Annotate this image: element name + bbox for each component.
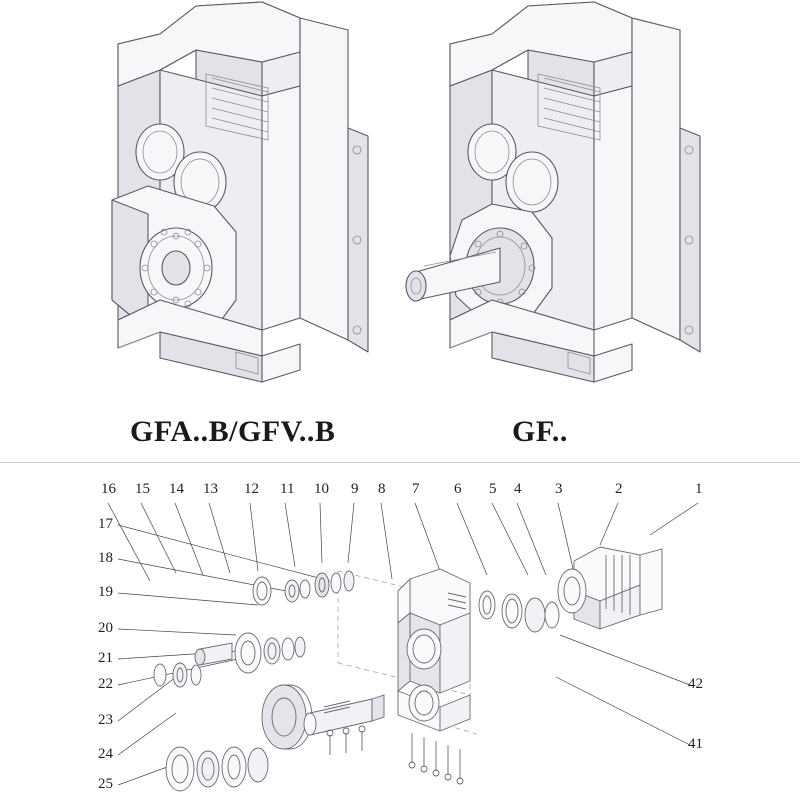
callout-20: 20 <box>98 620 113 636</box>
motor-adaptor-part <box>558 547 662 629</box>
callout-19: 19 <box>98 584 113 600</box>
figure-caption-right: GF.. <box>512 415 568 448</box>
callout-17: 17 <box>98 516 113 532</box>
callout-2: 2 <box>615 481 623 497</box>
gearbox-right <box>406 2 700 382</box>
callout-22: 22 <box>98 676 113 692</box>
gearbox-left <box>112 2 368 382</box>
callout-3: 3 <box>555 481 563 497</box>
callout-4: 4 <box>514 481 522 497</box>
callout-41: 41 <box>688 736 703 752</box>
callout-18: 18 <box>98 550 113 566</box>
callout-15: 15 <box>135 481 150 497</box>
callout-14: 14 <box>169 481 184 497</box>
callout-6: 6 <box>454 481 462 497</box>
callout-16: 16 <box>101 481 116 497</box>
exploded-parts-diagram <box>0 463 800 800</box>
callout-12: 12 <box>244 481 259 497</box>
callout-24: 24 <box>98 746 113 762</box>
callout-7: 7 <box>412 481 420 497</box>
callout-5: 5 <box>489 481 497 497</box>
exploded-view-area <box>0 463 800 800</box>
callout-42: 42 <box>688 676 703 692</box>
callout-1: 1 <box>695 481 703 497</box>
callout-25: 25 <box>98 776 113 792</box>
leader-lines-right <box>556 635 690 745</box>
callout-23: 23 <box>98 712 113 728</box>
callout-11: 11 <box>280 481 295 497</box>
figure-caption-left: GFA..B/GFV..B <box>130 415 336 448</box>
callout-10: 10 <box>314 481 329 497</box>
shaft-gear-parts <box>154 633 384 791</box>
callout-9: 9 <box>351 481 359 497</box>
housing-part <box>398 569 470 784</box>
callout-13: 13 <box>203 481 218 497</box>
callout-8: 8 <box>378 481 386 497</box>
callout-21: 21 <box>98 650 113 666</box>
